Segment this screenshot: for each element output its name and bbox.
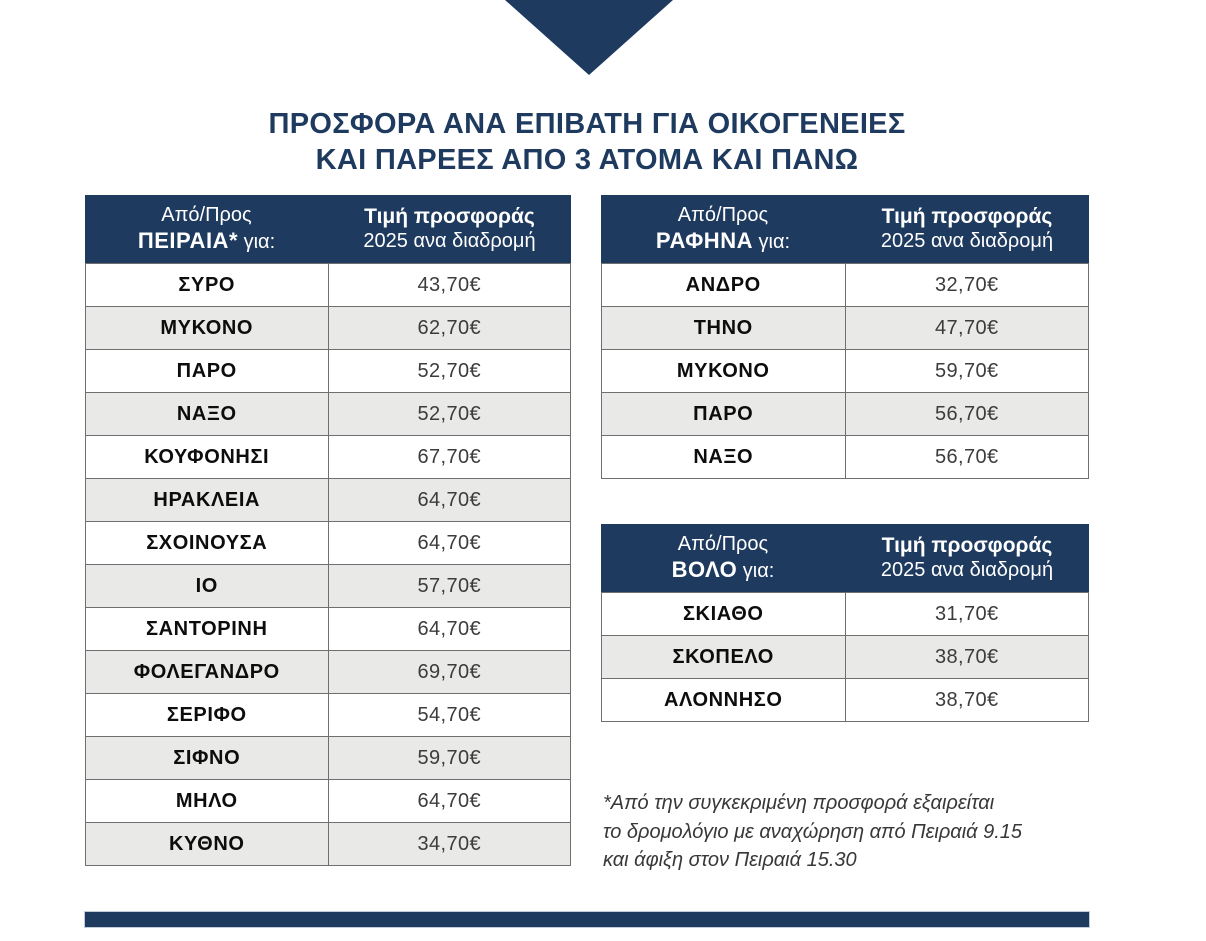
- port-label: ΡΑΦΗΝΑ για:: [655, 228, 791, 253]
- table-row: [86, 780, 571, 823]
- destination-cell: ΤΗΝΟ: [602, 307, 846, 350]
- destination-cell: ΝΑΞΟ: [86, 393, 329, 436]
- volos-table-header: [601, 524, 1089, 592]
- table-row: [602, 393, 1089, 436]
- bottom-navy-bar: [85, 912, 1089, 927]
- footnote-line2: το δρομολόγιο με αναχώρηση από Πειραιά 9.15: [603, 820, 1023, 843]
- exclusion-footnote: [603, 789, 1083, 875]
- price-sublabel: 2025 ανα διαδρομή: [880, 230, 1054, 252]
- destination-cell: ΜΥΚΟΝΟ: [86, 307, 329, 350]
- volos-price-table: [601, 524, 1089, 722]
- price-cell: 52,70€: [328, 350, 571, 393]
- table-row: [86, 264, 571, 307]
- destination-cell: ΝΑΞΟ: [602, 436, 846, 479]
- price-cell: 54,70€: [328, 694, 571, 737]
- volos-table: [601, 592, 1089, 722]
- price-cell: 47,70€: [845, 307, 1089, 350]
- price-cell: 67,70€: [328, 436, 571, 479]
- volos-price-header: [845, 524, 1089, 592]
- rafina-from-header: [601, 195, 845, 263]
- price-label: Τιμή προσφοράς: [881, 534, 1053, 557]
- table-row: [602, 350, 1089, 393]
- price-cell: 57,70€: [328, 565, 571, 608]
- destination-cell: ΜΥΚΟΝΟ: [602, 350, 846, 393]
- destination-cell: ΣΚΙΑΘΟ: [602, 593, 846, 636]
- piraeus-from-header: [85, 195, 328, 263]
- price-cell: 64,70€: [328, 780, 571, 823]
- table-row: [602, 636, 1089, 679]
- destination-cell: ΑΝΔΡΟ: [602, 264, 846, 307]
- rafina-table-header: [601, 195, 1089, 263]
- price-cell: 56,70€: [845, 436, 1089, 479]
- rafina-table: [601, 263, 1089, 479]
- price-cell: 69,70€: [328, 651, 571, 694]
- table-row: [86, 651, 571, 694]
- table-row: [602, 264, 1089, 307]
- table-row: [602, 307, 1089, 350]
- price-cell: 34,70€: [328, 823, 571, 866]
- page-title-line2: ΚΑΙ ΠΑΡΕΕΣ ΑΠΟ 3 ΑΤΟΜΑ ΚΑΙ ΠΑΝΩ: [315, 144, 859, 176]
- table-row: [86, 393, 571, 436]
- piraeus-price-table: [85, 195, 571, 866]
- destination-cell: ΣΧΟΙΝΟΥΣΑ: [86, 522, 329, 565]
- price-cell: 31,70€: [845, 593, 1089, 636]
- destination-cell: ΣΥΡΟ: [86, 264, 329, 307]
- price-cell: 52,70€: [328, 393, 571, 436]
- price-label: Τιμή προσφοράς: [881, 205, 1053, 228]
- price-cell: 43,70€: [328, 264, 571, 307]
- from-label: Από/Προς: [677, 533, 769, 555]
- price-sublabel: 2025 ανα διαδρομή: [880, 559, 1054, 581]
- footnote-line3: και άφιξη στον Πειραιά 15.30: [603, 849, 857, 871]
- destination-cell: ΣΚΟΠΕΛΟ: [602, 636, 846, 679]
- price-cell: 38,70€: [845, 679, 1089, 722]
- table-row: [86, 823, 571, 866]
- rafina-price-header: [845, 195, 1089, 263]
- table-row: [86, 694, 571, 737]
- price-sublabel: 2025 ανα διαδρομή: [363, 230, 536, 252]
- piraeus-table-header: [85, 195, 571, 263]
- price-cell: 64,70€: [328, 608, 571, 651]
- price-label: Τιμή προσφοράς: [364, 205, 535, 228]
- price-cell: 64,70€: [328, 479, 571, 522]
- ribbon-triangle-down: [505, 0, 673, 75]
- destination-cell: ΣΑΝΤΟΡΙΝΗ: [86, 608, 329, 651]
- destination-cell: ΠΑΡΟ: [86, 350, 329, 393]
- price-cell: 59,70€: [845, 350, 1089, 393]
- table-row: [86, 522, 571, 565]
- from-label: Από/Προς: [677, 204, 769, 226]
- destination-cell: ΠΑΡΟ: [602, 393, 846, 436]
- piraeus-table: [85, 263, 571, 866]
- destination-cell: ΚΟΥΦΟΝΗΣΙ: [86, 436, 329, 479]
- price-cell: 59,70€: [328, 737, 571, 780]
- footnote-line1: *Από την συγκεκριμένη προσφορά εξαιρείται: [603, 792, 995, 814]
- table-row: [86, 737, 571, 780]
- destination-cell: ΚΥΘΝΟ: [86, 823, 329, 866]
- price-cell: 56,70€: [845, 393, 1089, 436]
- price-cell: 64,70€: [328, 522, 571, 565]
- rafina-price-table: [601, 195, 1089, 479]
- table-row: [602, 593, 1089, 636]
- price-cell: 32,70€: [845, 264, 1089, 307]
- destination-cell: ΣΕΡΙΦΟ: [86, 694, 329, 737]
- price-cell: 38,70€: [845, 636, 1089, 679]
- destination-cell: ΗΡΑΚΛΕΙΑ: [86, 479, 329, 522]
- port-label: ΒΟΛΟ για:: [671, 557, 775, 582]
- destination-cell: ΣΙΦΝΟ: [86, 737, 329, 780]
- port-label: ΠΕΙΡΑΙΑ* για:: [137, 228, 276, 253]
- page-title-line1: ΠΡΟΣΦΟΡΑ ΑΝΑ ΕΠΙΒΑΤΗ ΓΙΑ ΟΙΚΟΓΕΝΕΙΕΣ: [268, 108, 906, 140]
- table-row: [86, 350, 571, 393]
- piraeus-price-header: [328, 195, 571, 263]
- table-row: [86, 608, 571, 651]
- table-row: [602, 679, 1089, 722]
- volos-from-header: [601, 524, 845, 592]
- price-cell: 62,70€: [328, 307, 571, 350]
- table-row: [86, 436, 571, 479]
- destination-cell: ΜΗΛΟ: [86, 780, 329, 823]
- from-label: Από/Προς: [161, 204, 252, 226]
- destination-cell: ΑΛΟΝΝΗΣΟ: [602, 679, 846, 722]
- page-title: [85, 106, 1089, 178]
- table-row: [86, 565, 571, 608]
- table-row: [86, 479, 571, 522]
- destination-cell: ΙΟ: [86, 565, 329, 608]
- table-row: [86, 307, 571, 350]
- destination-cell: ΦΟΛΕΓΑΝΔΡΟ: [86, 651, 329, 694]
- table-row: [602, 436, 1089, 479]
